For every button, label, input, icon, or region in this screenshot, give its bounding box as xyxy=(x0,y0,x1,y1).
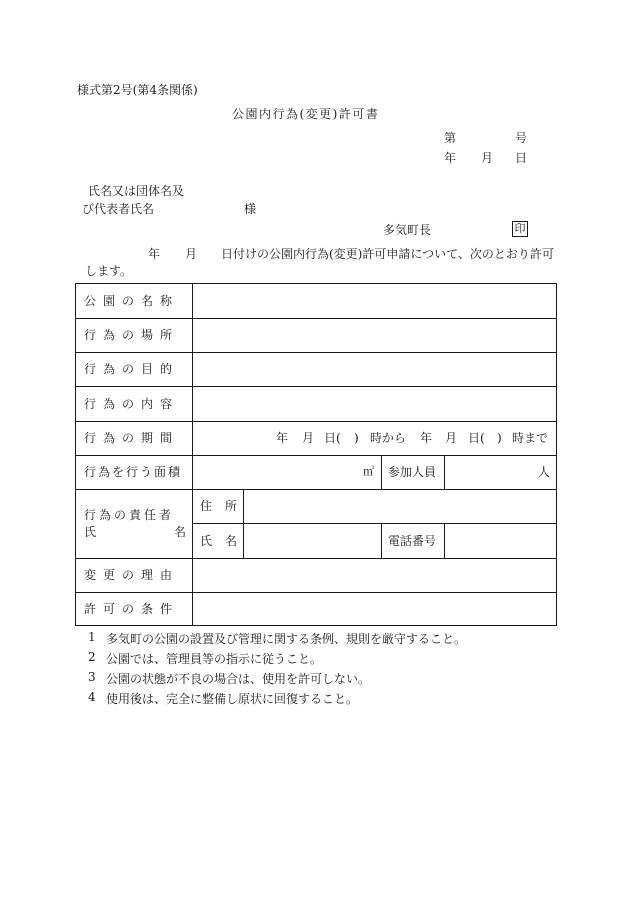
period-end-close: ) xyxy=(497,431,502,445)
period-from: 時から xyxy=(370,431,407,445)
row-divider xyxy=(76,318,556,319)
permit-form-table xyxy=(75,283,557,626)
addressee-label-line1: 氏名又は団体名及 xyxy=(88,184,185,198)
issue-date-day: 日 xyxy=(515,151,528,165)
label-period: 行為の期間 xyxy=(84,431,180,445)
label-area: 行為を行う面積 xyxy=(84,465,183,479)
issue-date-year: 年 xyxy=(444,151,457,165)
column-divider xyxy=(444,455,445,489)
period-to: 時まで xyxy=(512,431,549,445)
period-start-day: 日( xyxy=(324,431,341,445)
column-divider xyxy=(381,523,382,558)
document-number-label: 第 xyxy=(444,131,457,145)
label-name-b: 名 xyxy=(225,534,238,548)
label-participants: 参加人員 xyxy=(388,465,437,479)
body-year: 年 xyxy=(148,247,161,261)
note-number: 2 xyxy=(88,650,96,664)
period-end-year: 年 xyxy=(420,431,433,445)
note-number: 1 xyxy=(88,630,96,644)
document-number-suffix: 号 xyxy=(515,131,528,145)
note-number: 4 xyxy=(88,690,96,704)
issue-date-month: 月 xyxy=(481,151,494,165)
label-change-reason: 変更の理由 xyxy=(84,568,180,582)
label-park-name: 公園の名称 xyxy=(84,294,180,308)
note-text: 使用後は、完全に整備し原状に回復すること。 xyxy=(106,692,359,706)
label-phone: 電話番号 xyxy=(388,534,437,548)
label-name-a: 氏 xyxy=(200,534,213,548)
participants-unit: 人 xyxy=(538,465,551,479)
label-address-a: 住 xyxy=(200,499,213,513)
period-start-close: ) xyxy=(354,431,359,445)
addressee-label-line2: び代表者氏名 xyxy=(82,202,155,216)
period-end-month: 月 xyxy=(445,431,458,445)
row-divider xyxy=(76,352,556,353)
document-title: 公園内行為(変更)許可書 xyxy=(232,107,380,121)
column-divider xyxy=(381,455,382,489)
label-purpose: 行為の目的 xyxy=(84,362,180,376)
column-divider xyxy=(192,284,193,625)
label-responsible-line2b: 名 xyxy=(174,525,187,539)
body-text: 日付けの公園内行為(変更)許可申請について、次のとおり許可 xyxy=(221,247,554,261)
period-end-day: 日( xyxy=(468,431,485,445)
label-responsible-line2a: 氏 xyxy=(84,525,97,539)
note-number: 3 xyxy=(88,670,96,684)
column-divider xyxy=(444,523,445,558)
issuer-name: 多気町長 xyxy=(383,223,432,237)
row-divider xyxy=(76,421,556,422)
note-text: 公園の状態が不良の場合は、使用を許可しない。 xyxy=(106,672,371,686)
label-location: 行為の場所 xyxy=(84,328,180,342)
row-divider xyxy=(76,455,556,456)
column-divider xyxy=(243,489,244,558)
seal-mark: 印 xyxy=(512,221,528,237)
period-start-year: 年 xyxy=(276,431,289,445)
row-divider xyxy=(76,558,556,559)
row-divider xyxy=(76,386,556,387)
note-text: 公園では、管理員等の指示に従うこと。 xyxy=(106,652,323,666)
area-unit: ㎡ xyxy=(363,465,374,478)
label-responsible-line1: 行為の責任者 xyxy=(84,508,175,522)
label-content: 行為の内容 xyxy=(84,397,180,411)
row-divider xyxy=(76,592,556,593)
form-number: 様式第2号(第4条関係) xyxy=(77,83,198,97)
row-divider xyxy=(192,523,556,524)
row-divider xyxy=(76,489,556,490)
note-text: 多気町の公園の設置及び管理に関する条例、規則を厳守すること。 xyxy=(106,632,467,646)
label-conditions: 許可の条件 xyxy=(84,602,180,616)
body-month: 月 xyxy=(185,247,198,261)
label-address-b: 所 xyxy=(225,499,238,513)
period-start-month: 月 xyxy=(302,431,315,445)
addressee-honorific: 様 xyxy=(244,202,257,216)
body-continuation: します。 xyxy=(85,264,133,278)
